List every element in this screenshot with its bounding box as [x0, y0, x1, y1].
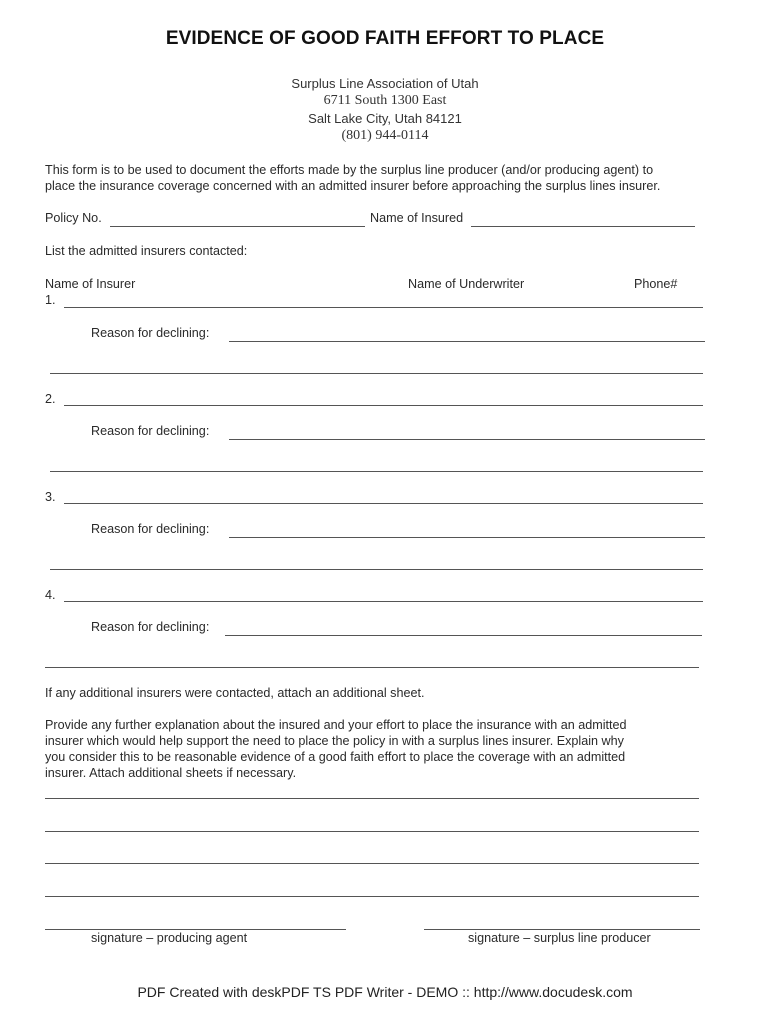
producer-signature-field[interactable]	[424, 929, 700, 930]
entry-3-reason-label: Reason for declining:	[91, 522, 210, 536]
explanation-line-4: insurer. Attach additional sheets if necessary.	[45, 766, 297, 780]
column-insurer: Name of Insurer	[45, 277, 136, 291]
entry-4-reason-field[interactable]	[225, 635, 702, 636]
agent-signature-field[interactable]	[45, 929, 346, 930]
explanation-field-4[interactable]	[45, 896, 699, 897]
entry-number-3: 3.	[45, 490, 56, 504]
pdf-watermark-footer: PDF Created with deskPDF TS PDF Writer - DEMO :: http://www.docudesk.com	[137, 984, 633, 1000]
entry-4-insurer-field[interactable]	[64, 601, 703, 602]
entry-1-reason-field[interactable]	[229, 341, 705, 342]
intro-line-1: This form is to be used to document the efforts made by the surplus line producer (and/or producing agent) to	[45, 163, 654, 177]
explanation-line-3: you consider this to be reasonable evidence of a good faith effort to place the coverage with an admitted	[45, 750, 626, 764]
explanation-line-2: insurer which would help support the need to place the policy in with a surplus lines insurer. Explain why	[45, 734, 624, 748]
entry-1-insurer-field[interactable]	[64, 307, 703, 308]
list-heading: List the admitted insurers contacted:	[45, 244, 248, 258]
entry-1-reason-label: Reason for declining:	[91, 326, 210, 340]
entry-2-insurer-field[interactable]	[64, 405, 703, 406]
form-title: EVIDENCE OF GOOD FAITH EFFORT TO PLACE	[165, 28, 605, 49]
column-underwriter: Name of Underwriter	[408, 277, 525, 291]
explanation-field-3[interactable]	[45, 863, 699, 864]
explanation-line-1: Provide any further explanation about the insured and your effort to place the insurance with an admitted	[45, 718, 627, 732]
producer-signature-label: signature – surplus line producer	[468, 931, 651, 945]
agent-signature-label: signature – producing agent	[91, 931, 248, 945]
entry-2-reason-label: Reason for declining:	[91, 424, 210, 438]
entry-4-reason-field-2[interactable]	[45, 667, 699, 668]
entry-2-reason-field[interactable]	[229, 439, 705, 440]
insured-name-field[interactable]	[471, 226, 695, 227]
entry-2-reason-field-2[interactable]	[50, 471, 703, 472]
intro-line-2: place the insurance coverage concerned with an admitted insurer before approaching the surplus lines insurer.	[45, 179, 661, 193]
additional-insurers-note: If any additional insurers were contacted, attach an additional sheet.	[45, 686, 425, 700]
association-phone: (801) 944-0114	[341, 128, 429, 143]
policy-number-label: Policy No.	[45, 211, 102, 225]
insured-name-label: Name of Insured	[370, 211, 464, 225]
entry-3-reason-field-2[interactable]	[50, 569, 703, 570]
association-name: Surplus Line Association of Utah	[291, 76, 479, 91]
explanation-field-2[interactable]	[45, 831, 699, 832]
entry-number-4: 4.	[45, 588, 56, 602]
column-phone: Phone#	[634, 277, 678, 291]
entry-3-insurer-field[interactable]	[64, 503, 703, 504]
policy-number-field[interactable]	[110, 226, 365, 227]
entry-3-reason-field[interactable]	[229, 537, 705, 538]
entry-1-reason-field-2[interactable]	[50, 373, 703, 374]
explanation-field-1[interactable]	[45, 798, 699, 799]
entry-4-reason-label: Reason for declining:	[91, 620, 210, 634]
entry-number-1: 1.	[45, 293, 56, 307]
association-city: Salt Lake City, Utah 84121	[308, 111, 462, 126]
entry-number-2: 2.	[45, 392, 56, 406]
association-street: 6711 South 1300 East	[323, 93, 447, 108]
